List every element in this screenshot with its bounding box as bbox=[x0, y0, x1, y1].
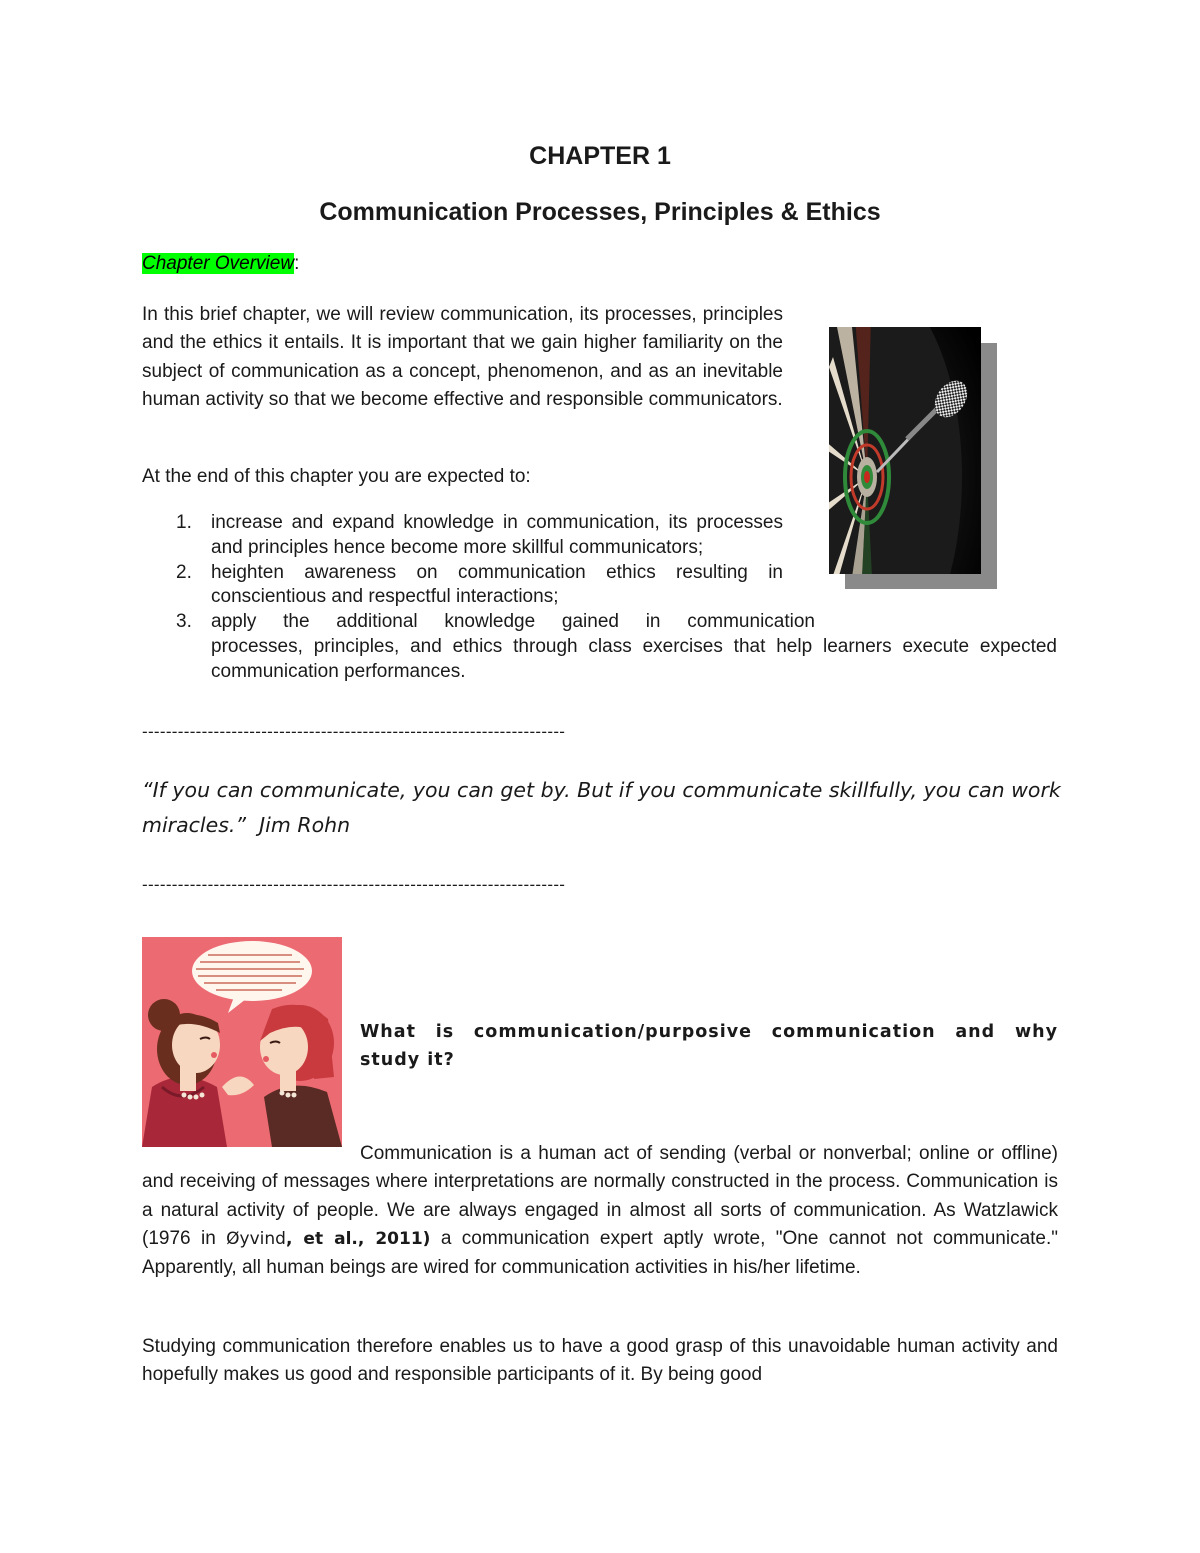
chapter-number: CHAPTER 1 bbox=[529, 142, 671, 170]
objective-text-first-line: apply the additional knowledge gained in communication bbox=[211, 611, 815, 633]
objectives-list bbox=[142, 511, 1057, 685]
objective-item-1 bbox=[142, 511, 783, 561]
chapter-title: Communication Processes, Principles & Ethics bbox=[319, 198, 881, 226]
objective-number: 2. bbox=[176, 561, 192, 583]
objective-item-3 bbox=[142, 610, 1057, 684]
objective-number: 3. bbox=[176, 611, 192, 633]
quote-author: Jim Rohn bbox=[259, 813, 351, 837]
expectations-lead: At the end of this chapter you are expected to: bbox=[142, 466, 531, 487]
objective-number: 1. bbox=[176, 512, 192, 533]
objective-text: increase and expand knowledge in communication, its processes and principles hence become more skillful communicators; bbox=[211, 512, 783, 558]
communication-text-part2: a communication expert aptly wrote, "One cannot not communicate." Apparently, all human beings are wired for communication activities in his/her lifetime. bbox=[142, 1228, 1059, 1278]
communication-definition-paragraph bbox=[142, 1140, 1058, 1282]
two-women-talking-illustration bbox=[142, 937, 342, 1147]
objective-text: heighten awareness on communication ethics resulting in conscientious and respectful interactions; bbox=[211, 561, 783, 608]
communication-text-part1: Communication is a human act of sending (verbal or nonverbal; online or offline) and receiving of messages where interpretations are normally constructed in the process. Communication is a natural activity of people. We are always engaged in almost all sorts of communication. As Watzlawick (1976 in bbox=[142, 1143, 1058, 1250]
divider-line: ----------------------------------------------------------------------- bbox=[142, 722, 566, 741]
objective-item-2 bbox=[142, 561, 783, 611]
quote-block bbox=[142, 773, 1062, 843]
chapter-overview-colon: : bbox=[294, 253, 300, 274]
quote-text: “If you can communicate, you can get by. But if you communicate skillfully, you can work miracles.” bbox=[142, 778, 1061, 837]
citation-year: , et al., 2011) bbox=[285, 1229, 431, 1250]
chapter-overview-heading bbox=[142, 253, 299, 275]
chapter-overview-label: Chapter Overview bbox=[142, 253, 295, 274]
study-communication-paragraph: Studying communication therefore enables us to have a good grasp of this unavoidable human activity and hopefully makes us good and responsible participants of it. By being good bbox=[142, 1336, 1058, 1386]
citation-author: Øyvind bbox=[226, 1229, 286, 1250]
divider-line: ----------------------------------------------------------------------- bbox=[142, 875, 566, 894]
objective-text-rest: processes, principles, and ethics through class exercises that help learners execute expected communication performances. bbox=[211, 635, 1057, 682]
intro-paragraph: In this brief chapter, we will review communication, its processes, principles and the ethics it entails. It is important that we gain higher familiarity on the subject of communication as a concept, phenomenon, and as an inevitable human activity so that we become effective and responsible communicators. bbox=[142, 304, 783, 411]
section-question-heading: What is communication/purposive communication and why study it? bbox=[360, 1022, 1058, 1070]
